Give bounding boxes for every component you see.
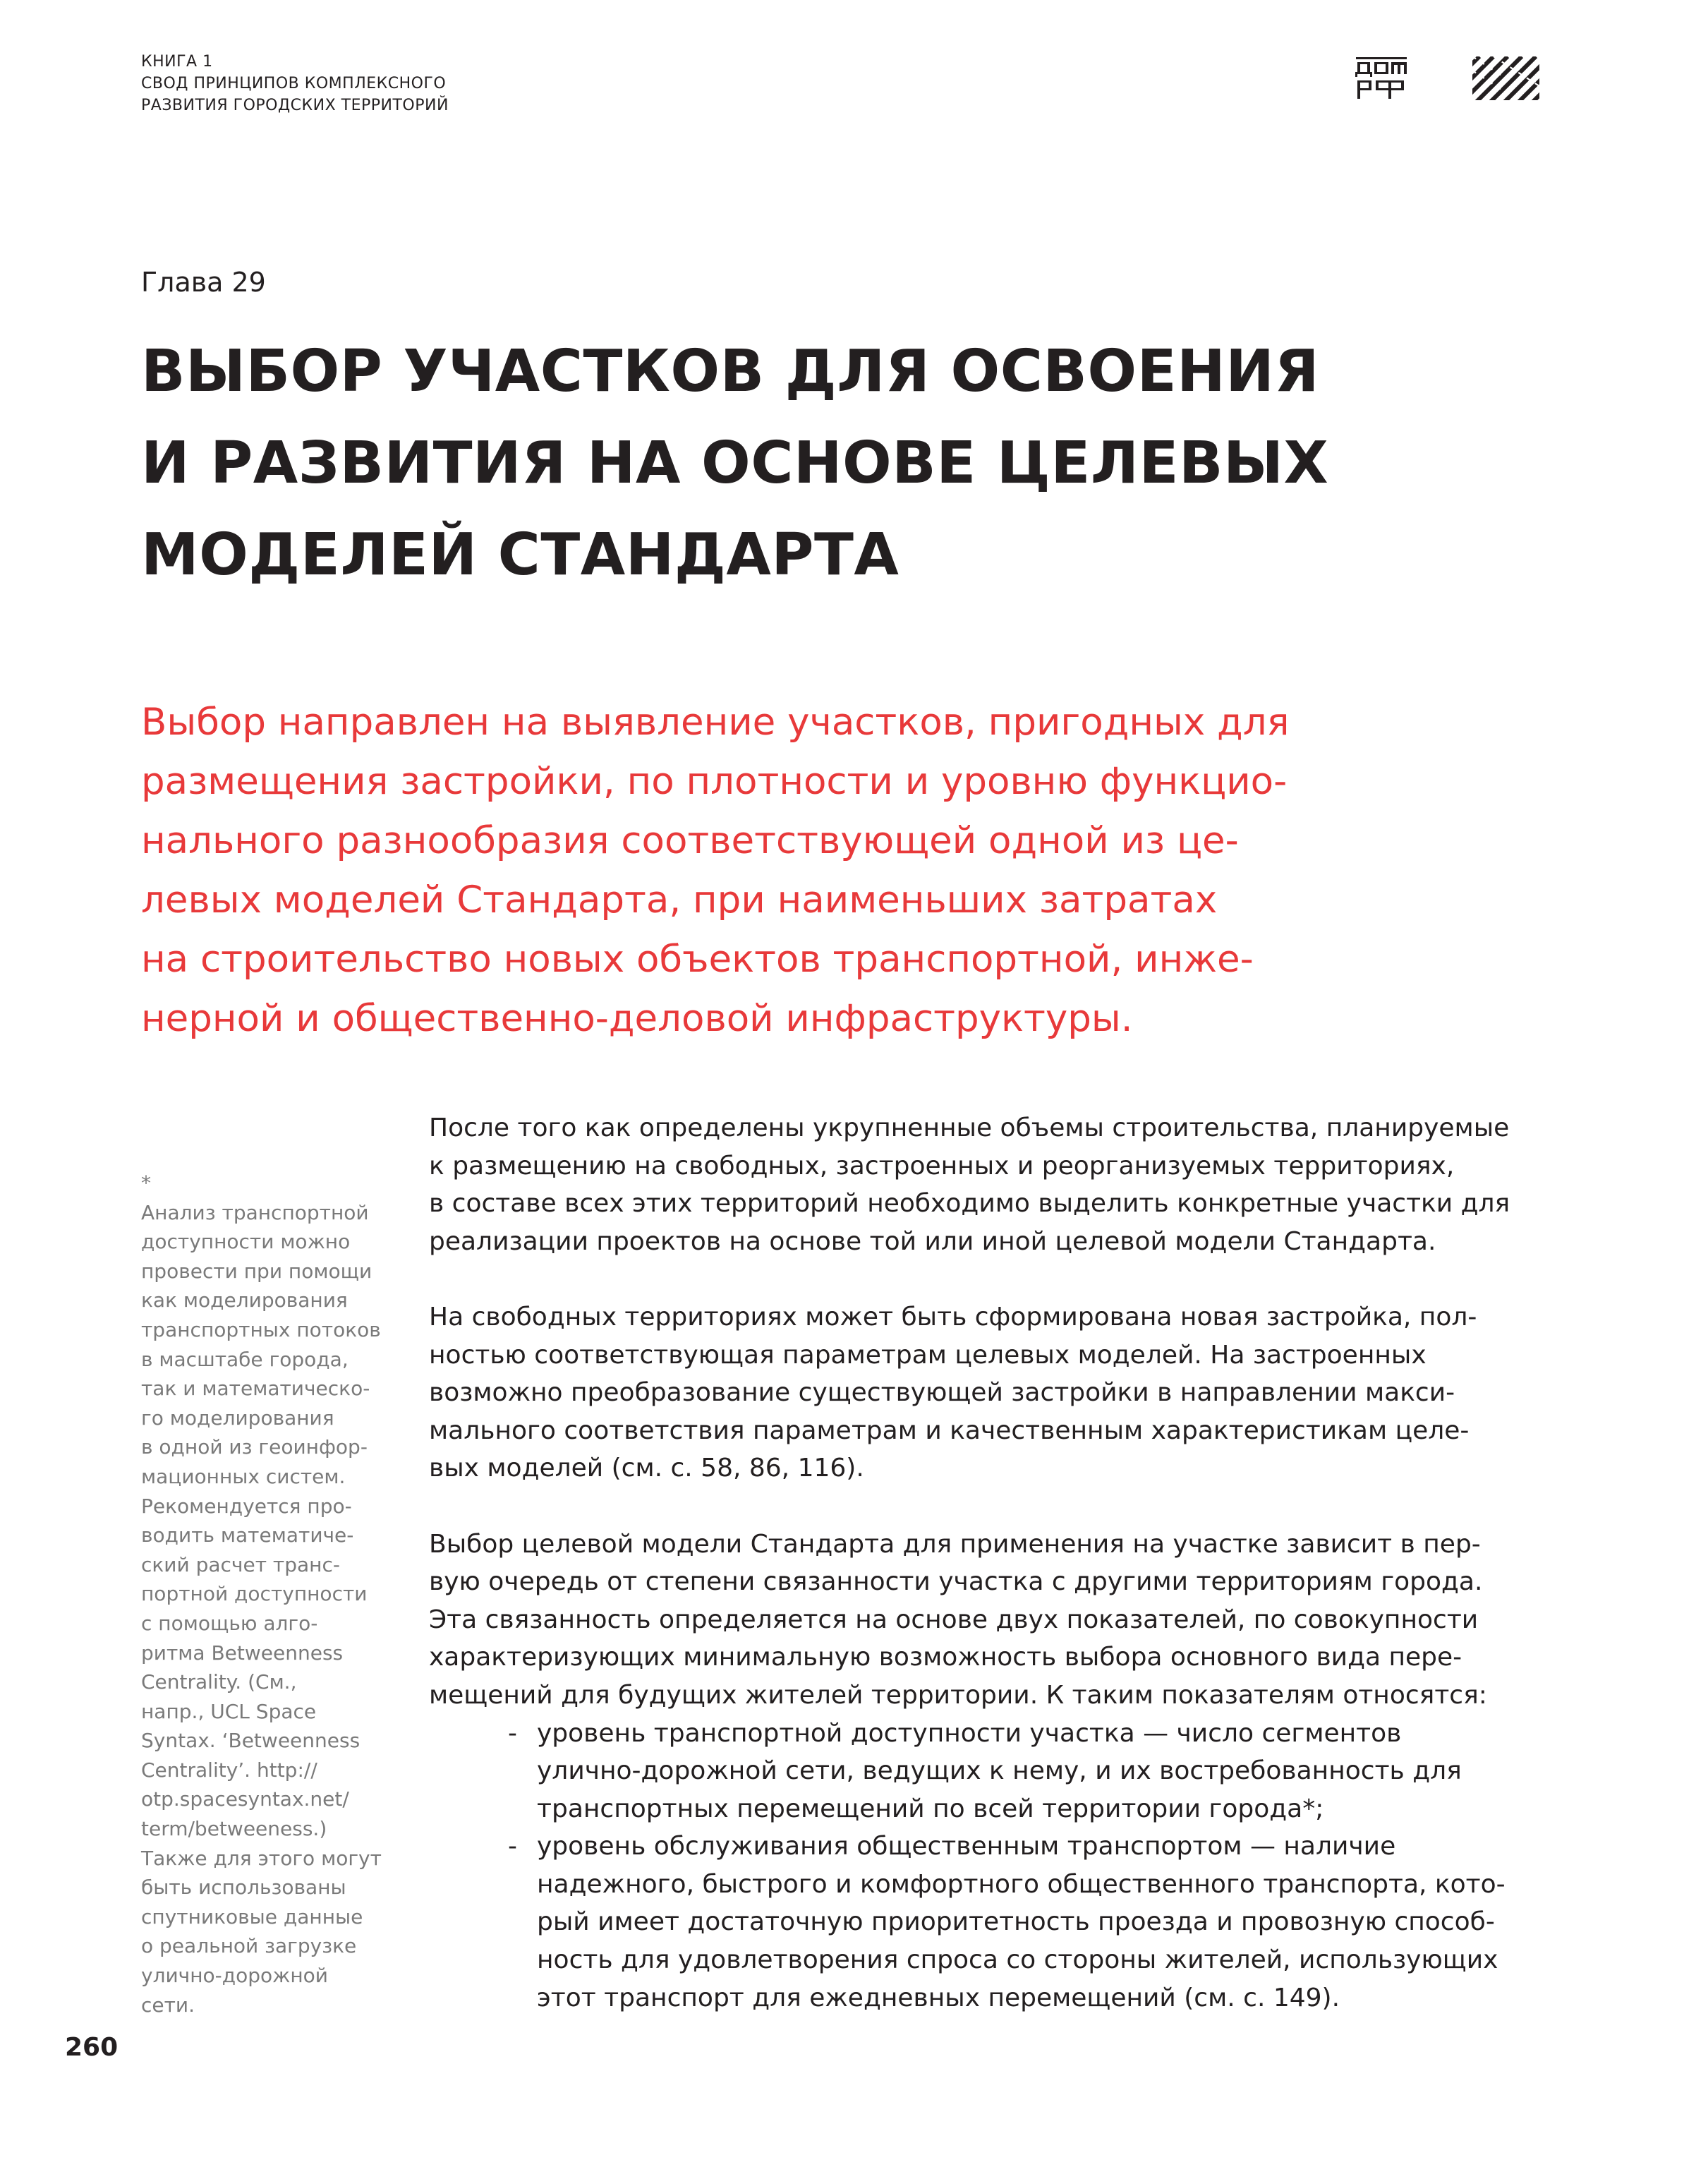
book-header	[141, 51, 449, 116]
body-line: реализации проектов на основе той или иной целевой модели Стандарта.	[429, 1226, 1436, 1256]
bullet-continuation	[429, 1903, 1510, 1941]
footnote-line: в одной из геоинфор-	[141, 1435, 368, 1459]
paragraph-gap	[429, 1487, 1510, 1526]
footnote-line: как моделирования	[141, 1288, 348, 1312]
footnote-line: спутниковые данные	[141, 1905, 363, 1928]
bullet-line-text: этот транспорт для ежедневных перемещений (см. с. 149).	[537, 1983, 1340, 2012]
footnote-line: Анализ транспортной	[141, 1200, 369, 1224]
footnote-line: Рекомендуется про-	[141, 1494, 352, 1518]
bullet-line-text: улично-дорожной сети, ведущих к нему, и их востребованность для	[537, 1756, 1462, 1786]
body-text	[429, 1109, 1510, 2017]
bullet-item	[429, 1715, 1510, 1753]
footnote-line: с помощью алго-	[141, 1611, 318, 1635]
chapter-title-line: И РАЗВИТИЯ НА ОСНОВЕ ЦЕЛЕВЫХ	[141, 430, 1329, 497]
footnote-line: напр., UCL Space	[141, 1699, 317, 1723]
bullet-item	[429, 1828, 1510, 1866]
book-header-line: КНИГА 1	[141, 53, 213, 71]
body-line: Эта связанность определяется на основе двух показателей, по совокупности	[429, 1605, 1479, 1634]
bullet-line-text: уровень обслуживания общественным транспортом — наличие	[537, 1832, 1396, 1861]
footnote-line: провести при помощи	[141, 1259, 373, 1283]
chapter-title-line: ВЫБОР УЧАСТКОВ ДЛЯ ОСВОЕНИЯ	[141, 338, 1319, 405]
footnote-line: водить математиче-	[141, 1523, 354, 1547]
body-line: возможно преобразование существующей застройки в направлении макси-	[429, 1378, 1455, 1408]
diagonal-pattern-logo-icon	[1472, 56, 1539, 100]
bullet-dash: -	[508, 1832, 517, 1861]
footnote-line: го моделирования	[141, 1406, 334, 1430]
footnote-line: *	[141, 1171, 151, 1195]
footnote-line: Centrality’. http://	[141, 1758, 317, 1782]
domrf-logo-icon	[1355, 56, 1408, 100]
bullet-continuation	[429, 1979, 1510, 2017]
footnote-line: ритма Betweenness	[141, 1641, 344, 1665]
page-number: 260	[65, 2033, 119, 2062]
footnote-line: Syntax. ‘Betweenness	[141, 1729, 361, 1753]
lead-line: размещения застройки, по плотности и уровню функцио-	[141, 760, 1288, 803]
bullet-continuation	[429, 1866, 1510, 1904]
footnote-line: улично-дорожной	[141, 1964, 329, 1988]
chapter-number: Глава 29	[141, 267, 266, 298]
footnote-line: портной доступности	[141, 1582, 368, 1606]
bullet-line-text: уровень транспортной доступности участка — число сегментов	[537, 1718, 1402, 1748]
footnote-line: ский расчет транс-	[141, 1552, 340, 1576]
lead-line: нального разнообразия соответствующей одной из це-	[141, 819, 1239, 862]
body-line: в составе всех этих территорий необходимо выделить конкретные участки для	[429, 1189, 1510, 1219]
lead-paragraph	[141, 693, 1289, 1049]
footnote-line: сети.	[141, 1993, 195, 2017]
footnote-line: транспортных потоков	[141, 1317, 381, 1341]
book-header-line: СВОД ПРИНЦИПОВ КОМПЛЕКСНОГО	[141, 75, 447, 92]
bullet-dash: -	[508, 1718, 517, 1748]
body-line: мального соответствия параметрам и качественным характеристикам целе-	[429, 1416, 1470, 1445]
bullet-line-text: рый имеет достаточную приоритетность проезда и провозную способ-	[537, 1907, 1495, 1937]
paragraph-gap	[429, 1260, 1510, 1298]
book-header-line: РАЗВИТИЯ ГОРОДСКИХ ТЕРРИТОРИЙ	[141, 97, 449, 114]
chapter-title	[141, 326, 1328, 601]
body-line: к размещению на свободных, застроенных и реорганизуемых территориях,	[429, 1151, 1455, 1181]
body-line: мещений для будущих жителей территории. К таким показателям относятся:	[429, 1680, 1487, 1710]
chapter-title-line: МОДЕЛЕЙ СТАНДАРТА	[141, 521, 900, 588]
lead-line: на строительство новых объектов транспортной, инже-	[141, 938, 1254, 981]
bullet-line-text: надежного, быстрого и комфортного общественного транспорта, кото-	[537, 1869, 1506, 1899]
lead-line: Выбор направлен на выявление участков, пригодных для	[141, 701, 1290, 744]
footnote-line: о реальной загрузке	[141, 1934, 357, 1958]
footnote-line: otp.spacesyntax.net/	[141, 1787, 349, 1811]
bullet-line-text: ность для удовлетворения спроса со стороны жителей, использующих	[537, 1945, 1498, 1975]
footnote-line: мационных систем.	[141, 1464, 346, 1488]
body-line: вую очередь от степени связанности участка с другими территориям города.	[429, 1567, 1483, 1597]
bullet-line-text: транспортных перемещений по всей территории города*;	[537, 1794, 1324, 1823]
bullet-continuation	[429, 1941, 1510, 1979]
footnote-line: term/betweeness.)	[141, 1817, 327, 1841]
footnote-line: доступности можно	[141, 1230, 351, 1254]
footnote-sidebar	[141, 1169, 382, 2020]
footnote-line: Centrality. (См.,	[141, 1670, 297, 1694]
bullet-continuation	[429, 1790, 1510, 1828]
body-line: вых моделей (см. с. 58, 86, 116).	[429, 1454, 864, 1483]
body-line: Выбор целевой модели Стандарта для применения на участке зависит в пер-	[429, 1529, 1481, 1559]
lead-line: нерной и общественно-деловой инфраструктуры.	[141, 997, 1133, 1040]
footnote-line: в масштабе города,	[141, 1347, 349, 1371]
lead-line: левых моделей Стандарта, при наименьших затратах	[141, 879, 1218, 922]
body-line: На свободных территориях может быть сформирована новая застройка, пол-	[429, 1302, 1477, 1332]
footnote-line: быть использованы	[141, 1876, 346, 1900]
bullet-continuation	[429, 1752, 1510, 1790]
body-line: характеризующих минимальную возможность выбора основного вида пере-	[429, 1643, 1462, 1672]
footnote-line: Также для этого могут	[141, 1846, 382, 1870]
footnote-line: так и математическо-	[141, 1377, 370, 1401]
body-line: ностью соответствующая параметрам целевых моделей. На застроенных	[429, 1340, 1427, 1370]
body-line: После того как определены укрупненные объемы строительства, планируемые	[429, 1113, 1510, 1142]
